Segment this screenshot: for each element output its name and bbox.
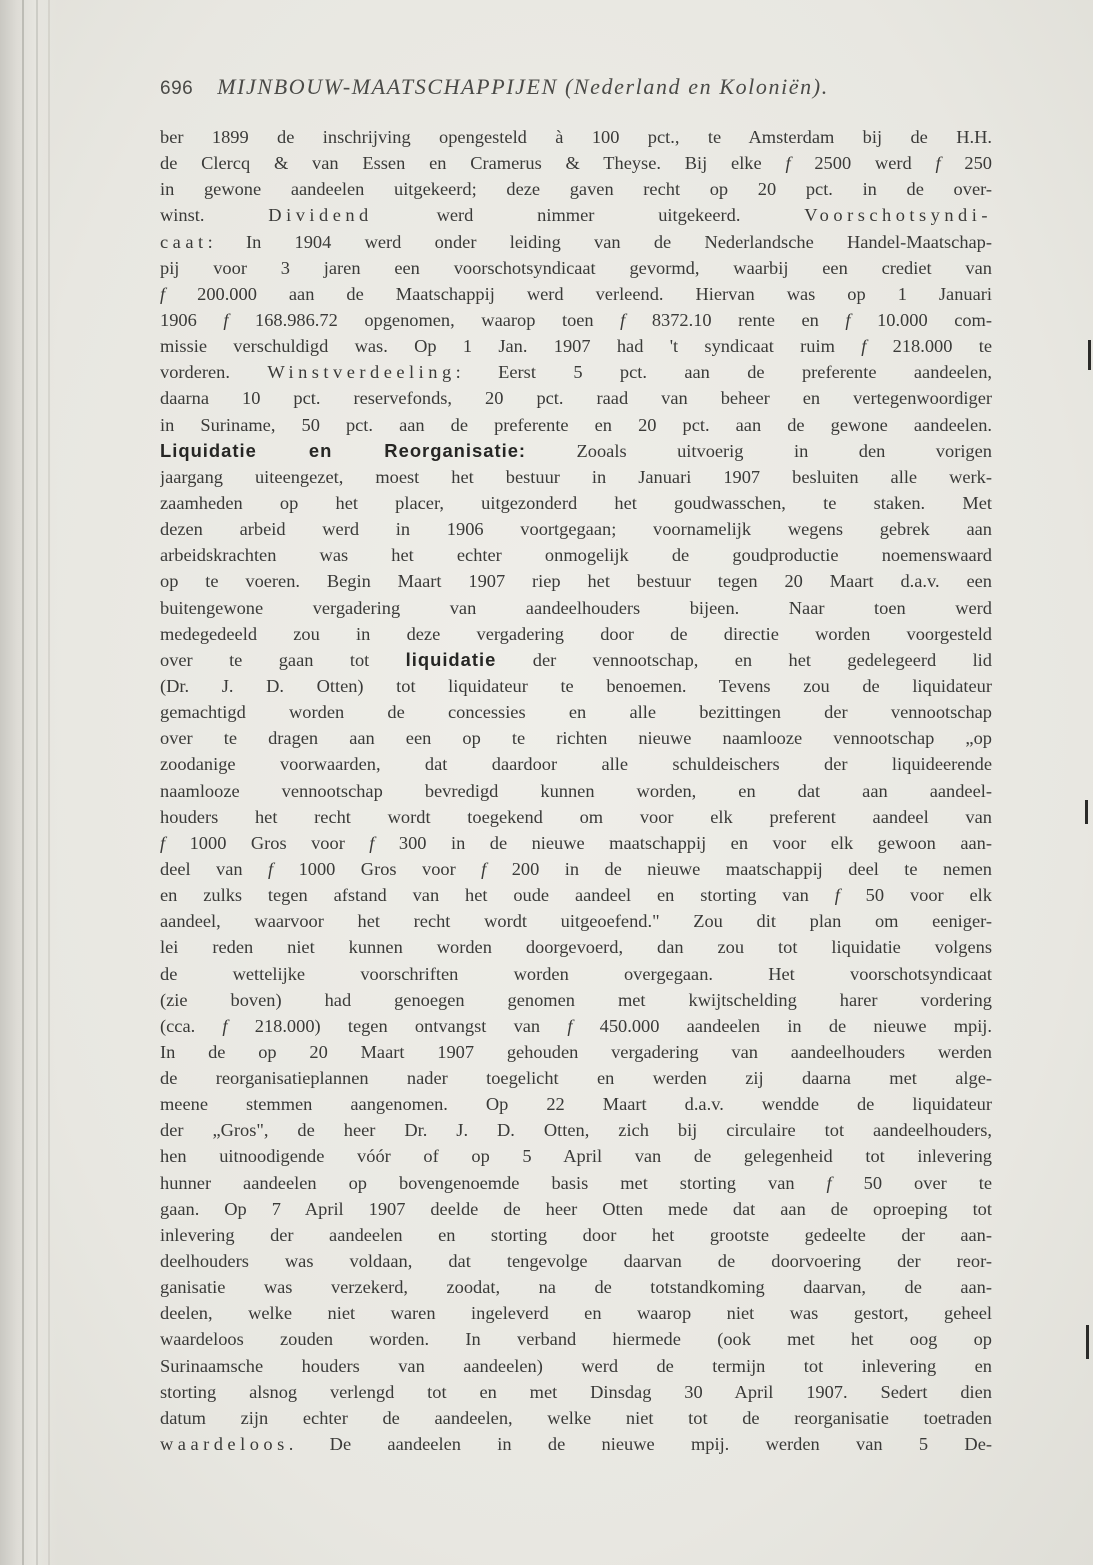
- text-run: de reorganisatieplannen nader toegelicht en werden zij daarna met alge-: [160, 1068, 992, 1089]
- text-run: f: [834, 885, 840, 906]
- text-line: [160, 778, 992, 804]
- text-line: [160, 385, 992, 411]
- text-run: deel van: [160, 858, 269, 879]
- text-line: [160, 1300, 992, 1326]
- text-line: [160, 673, 992, 699]
- text-run: (cca.: [160, 1015, 223, 1036]
- text-run: f: [826, 1172, 832, 1193]
- text-run: gaan. Op 7 April 1907 deelde de heer Otten mede dat aan de oproeping tot: [160, 1198, 992, 1219]
- text-run: naamlooze vennootschap bevredigd kunnen worden, en dat aan aandeel-: [160, 780, 992, 801]
- text-run: Surinaamsche houders van aandeelen) werd de termijn tot inlevering en: [160, 1355, 992, 1376]
- text-run: lei reden niet kunnen worden doorgevoerd, dan zou tot liquidatie volgens: [160, 937, 992, 958]
- text-line: [160, 1248, 992, 1274]
- text-line: [160, 908, 992, 934]
- text-line: [160, 490, 992, 516]
- text-run: f: [935, 153, 941, 174]
- text-run: 250: [940, 153, 992, 174]
- text-run: dezen arbeid werd in 1906 voortgegaan; voornamelijk wegens gebrek aan: [160, 519, 992, 540]
- text-run: 300 in de nieuwe maatschappij en voor elk gewoon aan-: [374, 832, 992, 853]
- text-run: houders het recht wordt toegekend om voor elk preferent aandeel van: [160, 806, 992, 827]
- text-run: 218.000 te: [866, 336, 992, 357]
- running-title: MIJNBOUW-MAATSCHAPPIJEN (Nederland en Koloniën).: [217, 74, 829, 99]
- text-run: medegedeeld zou in deze vergadering door de directie worden voorgesteld: [160, 623, 992, 644]
- text-line: [160, 882, 992, 908]
- text-run: gemachtigd worden de concessies en alle bezittingen der vennootschap: [160, 702, 992, 723]
- text-line: [160, 176, 992, 202]
- text-run: caat: [160, 231, 208, 252]
- text-run: zaamheden op het placer, uitgezonderd het goudwasschen, te staken. Met: [160, 492, 992, 513]
- text-run: 8372.10 rente en: [625, 309, 846, 330]
- text-run: deelhouders was voldaan, dat tengevolge daarvan de doorvoering der reor-: [160, 1251, 992, 1272]
- text-run: 10.000 com-: [850, 309, 992, 330]
- text-run: op te voeren. Begin Maart 1907 riep het bestuur tegen 20 Maart d.a.v. een: [160, 571, 992, 592]
- text-run: aandeel, waarvoor het recht wordt uitgeoefend." Zou dit plan om eeniger-: [160, 911, 992, 932]
- text-run: (Dr. J. D. Otten) tot liquidateur te benoemen. Tevens zou de liquidateur: [160, 675, 992, 696]
- text-run: Dividend: [268, 205, 373, 226]
- page-gutter-shadow: [0, 0, 58, 1565]
- text-run: 218.000) tegen ontvangst van: [227, 1015, 568, 1036]
- text-line: [160, 1405, 992, 1431]
- text-line: [160, 1117, 992, 1143]
- page-edge-mark: [1086, 1325, 1089, 1359]
- text-line: [160, 202, 992, 228]
- text-run: ganisatie was verzekerd, zoodat, na de totstandkoming daarvan, de aan-: [160, 1277, 992, 1298]
- text-run: 50 over te: [831, 1172, 992, 1193]
- text-line: [160, 830, 992, 856]
- text-run: In de op 20 Maart 1907 gehouden vergadering van aandeelhouders werden: [160, 1041, 992, 1062]
- text-line: [160, 124, 992, 150]
- text-line: [160, 359, 992, 385]
- page-edge-mark: [1085, 800, 1088, 824]
- text-line: [160, 1013, 992, 1039]
- text-run: f: [223, 309, 229, 330]
- text-line: [160, 725, 992, 751]
- text-run: inlevering der aandeelen en storting door het grootste gedeelte der aan-: [160, 1224, 992, 1245]
- text-line: [160, 1143, 992, 1169]
- text-line: [160, 281, 992, 307]
- text-line: [160, 751, 992, 777]
- text-line: [160, 1353, 992, 1379]
- text-run: hunner aandeelen op bovengenoemde basis met storting van: [160, 1172, 827, 1193]
- text-line: [160, 699, 992, 725]
- text-run: (zie boven) had genoegen genomen met kwijtschelding harer vordering: [160, 989, 992, 1010]
- text-run: over te dragen aan een op te richten nieuwe naamlooze vennootschap „op: [160, 728, 992, 749]
- text-run: : In 1904 werd onder leiding van de Nederlandsche Handel-Maatschap-: [207, 231, 992, 252]
- body-text: [160, 124, 992, 1457]
- text-run: 1906: [160, 309, 224, 330]
- text-run: daarna 10 pct. reservefonds, 20 pct. raad van beheer en vertegenwoordiger: [160, 388, 992, 409]
- text-run: deelen, welke niet waren ingeleverd en waarop niet was gestort, geheel: [160, 1303, 992, 1324]
- text-line: [160, 229, 992, 255]
- text-line: [160, 1091, 992, 1117]
- text-line: [160, 542, 992, 568]
- text-line: [160, 1379, 992, 1405]
- text-run: pij voor 3 jaren een voorschotsyndicaat gevormd, waarbij een crediet van: [160, 257, 992, 278]
- text-line: [160, 1170, 992, 1196]
- text-run: werd nimmer uitgekeerd.: [372, 205, 805, 226]
- text-line: [160, 1326, 992, 1352]
- text-run: 2500 werd: [790, 153, 936, 174]
- text-run: f: [620, 309, 626, 330]
- text-run: arbeidskrachten was het echter onmogelijk de goudproductie noemenswaard: [160, 545, 992, 566]
- text-line: [160, 1431, 992, 1457]
- text-run: missie verschuldigd was. Op 1 Jan. 1907 had 't syndicaat ruim: [160, 336, 862, 357]
- text-line: [160, 934, 992, 960]
- text-line: [160, 516, 992, 542]
- text-line: [160, 1196, 992, 1222]
- text-run: f: [222, 1015, 228, 1036]
- text-line: [160, 1222, 992, 1248]
- text-run: vorderen.: [160, 362, 268, 383]
- text-line: [160, 647, 992, 673]
- text-run: 168.986.72 opgenomen, waarop toen: [228, 309, 621, 330]
- page-number: 696: [160, 78, 194, 99]
- text-run: f: [481, 858, 487, 879]
- text-run: f: [861, 336, 867, 357]
- text-line: [160, 1039, 992, 1065]
- text-line: [160, 412, 992, 438]
- gutter-line: [36, 0, 38, 1565]
- page-header: [160, 74, 980, 108]
- text-line: [160, 595, 992, 621]
- text-line: [160, 464, 992, 490]
- text-run: Liquidatie en Reorganisatie:: [160, 439, 527, 461]
- text-run: liquidatie: [405, 648, 497, 670]
- text-line: [160, 804, 992, 830]
- text-run: waardeloos: [160, 1434, 289, 1455]
- text-run: in gewone aandeelen uitgekeerd; deze gaven recht op 20 pct. in de over-: [160, 179, 992, 200]
- text-line: [160, 307, 992, 333]
- text-run: f: [160, 283, 166, 304]
- text-line: [160, 961, 992, 987]
- text-run: waardeloos zouden worden. In verband hiermede (ook met het oog op: [160, 1329, 992, 1350]
- text-run: over te gaan tot: [160, 649, 406, 670]
- page-edge-mark: [1088, 340, 1091, 370]
- text-run: 200 in de nieuwe maatschappij deel te nemen: [486, 858, 992, 879]
- text-run: 200.000 aan de Maatschappij werd verleend. Hiervan was op 1 Januari: [165, 283, 992, 304]
- text-line: [160, 333, 992, 359]
- text-run: datum zijn echter de aandeelen, welke niet tot de reorganisatie toetraden: [160, 1407, 992, 1428]
- text-run: Voorschotsyndi-: [804, 205, 992, 226]
- text-line: [160, 568, 992, 594]
- text-run: in Suriname, 50 pct. aan de preferente en 20 pct. aan de gewone aandeelen.: [160, 414, 992, 435]
- text-run: meene stemmen aangenomen. Op 22 Maart d.a.v. wendde de liquidateur: [160, 1094, 992, 1115]
- text-line: [160, 621, 992, 647]
- text-run: f: [160, 832, 166, 853]
- text-run: 1000 Gros voor: [273, 858, 482, 879]
- text-run: jaargang uiteengezet, moest het bestuur in Januari 1907 besluiten alle werk-: [160, 466, 992, 487]
- text-run: f: [567, 1015, 573, 1036]
- text-line: [160, 438, 992, 464]
- text-run: f: [845, 309, 851, 330]
- text-line: [160, 150, 992, 176]
- text-run: Winstverdeeling: [267, 362, 456, 383]
- gutter-line: [48, 0, 50, 1565]
- text-run: 450.000 aandeelen in de nieuwe mpij.: [572, 1015, 992, 1036]
- text-run: f: [268, 858, 274, 879]
- text-run: 1000 Gros voor: [165, 832, 370, 853]
- text-run: winst.: [160, 205, 269, 226]
- text-run: f: [369, 832, 375, 853]
- text-run: 50 voor elk: [839, 885, 992, 906]
- text-run: ber 1899 de inschrijving opengesteld à 100 pct., te Amsterdam bij de H.H.: [160, 127, 992, 147]
- text-run: en zulks tegen afstand van het oude aandeel en storting van: [160, 885, 835, 906]
- text-run: buitengewone vergadering van aandeelhouders bijeen. Naar toen werd: [160, 597, 992, 618]
- text-run: f: [785, 153, 791, 174]
- text-run: : Eerst 5 pct. aan de preferente aandeelen,: [455, 362, 992, 383]
- text-run: Zooals uitvoerig in den vorigen: [526, 440, 992, 461]
- text-run: hen uitnoodigende vóór of op 5 April van de gelegenheid tot inlevering: [160, 1146, 992, 1167]
- text-line: [160, 255, 992, 281]
- text-line: [160, 1274, 992, 1300]
- text-run: de Clercq & van Essen en Cramerus & Theyse. Bij elke: [160, 153, 786, 174]
- text-run: zoodanige voorwaarden, dat daardoor alle schuldeischers der liquideerende: [160, 754, 992, 775]
- text-line: [160, 1065, 992, 1091]
- gutter-line: [22, 0, 24, 1565]
- text-run: de wettelijke voorschriften worden overgegaan. Het voorschotsyndicaat: [160, 963, 992, 984]
- text-line: [160, 987, 992, 1013]
- text-run: der vennootschap, en het gedelegeerd lid: [496, 649, 992, 670]
- text-run: . De aandeelen in de nieuwe mpij. werden van 5 De-: [288, 1434, 992, 1455]
- text-run: storting alsnog verlengd tot en met Dinsdag 30 April 1907. Sedert dien: [160, 1381, 992, 1402]
- text-run: der „Gros", de heer Dr. J. D. Otten, zich bij circulaire tot aandeelhouders,: [160, 1120, 992, 1141]
- text-line: [160, 856, 992, 882]
